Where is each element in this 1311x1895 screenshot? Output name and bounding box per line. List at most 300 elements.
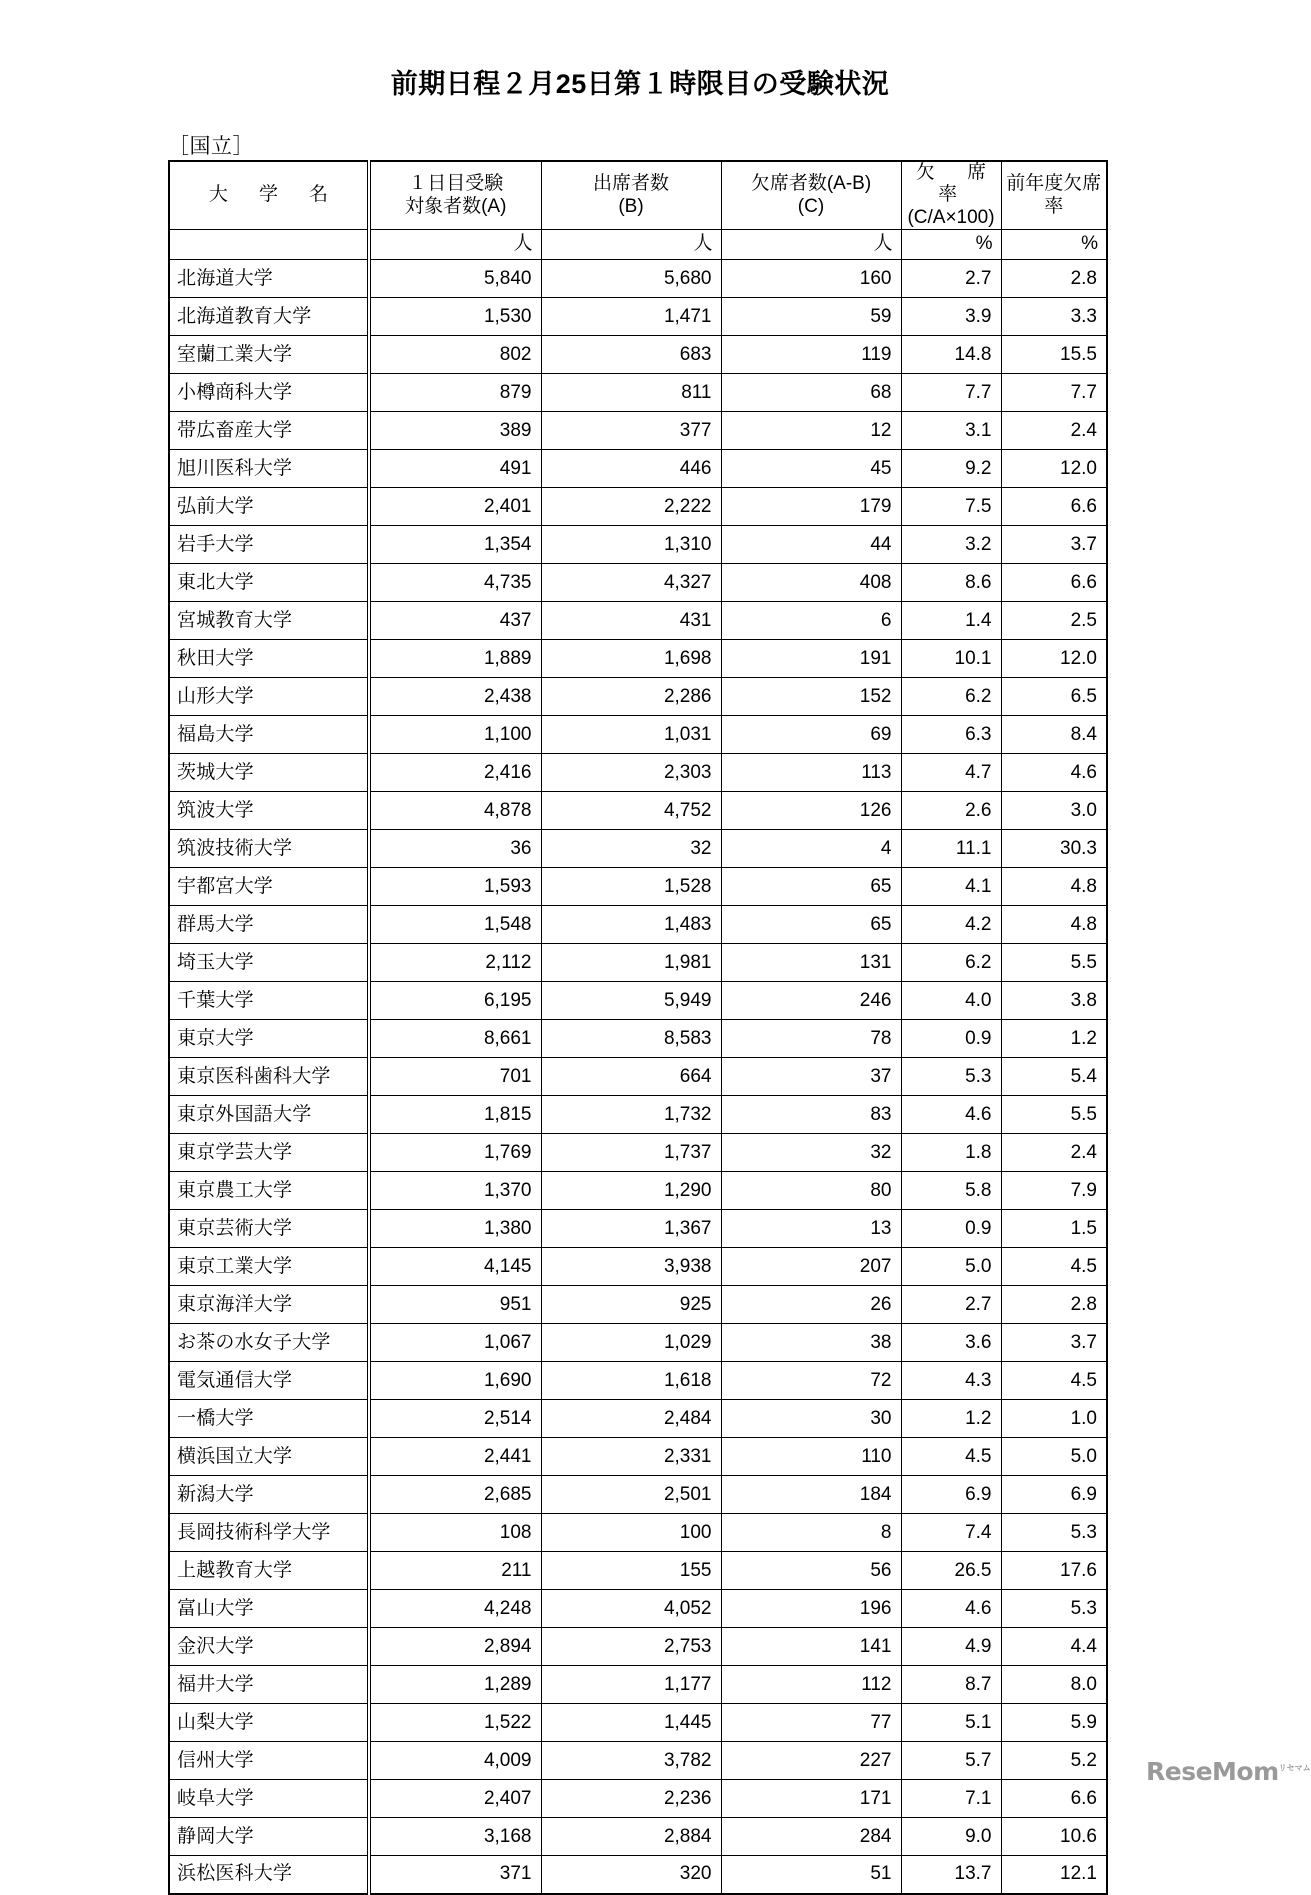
watermark-superscript: リセマム: [1278, 1763, 1311, 1773]
cell-day1-target-count: 951: [369, 1286, 541, 1324]
cell-absence-rate: 2.6: [901, 792, 1001, 830]
cell-attendees-count: 1,290: [541, 1172, 721, 1210]
cell-university-name: 東京外国語大学: [169, 1096, 369, 1134]
cell-day1-target-count: 1,370: [369, 1172, 541, 1210]
table-row: [169, 640, 1107, 678]
cell-previous-year-rate: 12.1: [1001, 1856, 1107, 1894]
cell-university-name: 静岡大学: [169, 1818, 369, 1856]
cell-absentees-count: 171: [721, 1780, 901, 1818]
cell-university-name: 電気通信大学: [169, 1362, 369, 1400]
cell-university-name: 山形大学: [169, 678, 369, 716]
column-header-previous-year-absence-rate: 前年度欠席率: [1001, 161, 1107, 230]
cell-attendees-count: 1,981: [541, 944, 721, 982]
cell-absentees-count: 6: [721, 602, 901, 640]
cell-attendees-count: 155: [541, 1552, 721, 1590]
cell-previous-year-rate: 3.8: [1001, 982, 1107, 1020]
cell-previous-year-rate: 5.4: [1001, 1058, 1107, 1096]
cell-previous-year-rate: 2.4: [1001, 412, 1107, 450]
cell-attendees-count: 2,303: [541, 754, 721, 792]
cell-absentees-count: 38: [721, 1324, 901, 1362]
attendance-statistics-table: [168, 160, 1108, 1895]
cell-day1-target-count: 1,815: [369, 1096, 541, 1134]
cell-absentees-count: 160: [721, 260, 901, 298]
cell-absentees-count: 126: [721, 792, 901, 830]
cell-absentees-count: 113: [721, 754, 901, 792]
cell-attendees-count: 2,222: [541, 488, 721, 526]
cell-university-name: 北海道教育大学: [169, 298, 369, 336]
cell-attendees-count: 2,753: [541, 1628, 721, 1666]
cell-attendees-count: 1,737: [541, 1134, 721, 1172]
cell-absence-rate: 6.2: [901, 678, 1001, 716]
table-row: [169, 1818, 1107, 1856]
cell-day1-target-count: 879: [369, 374, 541, 412]
cell-attendees-count: 811: [541, 374, 721, 412]
table-row: [169, 1020, 1107, 1058]
table-row: [169, 1552, 1107, 1590]
cell-university-name: 東京工業大学: [169, 1248, 369, 1286]
cell-absentees-count: 408: [721, 564, 901, 602]
cell-previous-year-rate: 2.4: [1001, 1134, 1107, 1172]
cell-university-name: 弘前大学: [169, 488, 369, 526]
table-row: [169, 564, 1107, 602]
header-line-2: (C): [797, 195, 825, 217]
cell-previous-year-rate: 4.5: [1001, 1248, 1107, 1286]
cell-absence-rate: 8.7: [901, 1666, 1001, 1704]
cell-previous-year-rate: 6.6: [1001, 1780, 1107, 1818]
table-row: [169, 298, 1107, 336]
cell-previous-year-rate: 3.0: [1001, 792, 1107, 830]
header-line-1: 出席者数: [592, 173, 669, 195]
attendance-table-container: [168, 160, 1106, 1895]
cell-absence-rate: 5.0: [901, 1248, 1001, 1286]
cell-university-name: 宇都宮大学: [169, 868, 369, 906]
table-row: [169, 1590, 1107, 1628]
table-row: [169, 412, 1107, 450]
cell-absence-rate: 10.1: [901, 640, 1001, 678]
cell-absentees-count: 8: [721, 1514, 901, 1552]
cell-previous-year-rate: 1.5: [1001, 1210, 1107, 1248]
cell-day1-target-count: 6,195: [369, 982, 541, 1020]
cell-university-name: 東京農工大学: [169, 1172, 369, 1210]
table-row: [169, 1476, 1107, 1514]
cell-day1-target-count: 437: [369, 602, 541, 640]
cell-previous-year-rate: 3.7: [1001, 1324, 1107, 1362]
table-row: [169, 944, 1107, 982]
cell-attendees-count: 431: [541, 602, 721, 640]
cell-previous-year-rate: 5.5: [1001, 944, 1107, 982]
cell-day1-target-count: 1,289: [369, 1666, 541, 1704]
cell-absentees-count: 44: [721, 526, 901, 564]
cell-day1-target-count: 108: [369, 1514, 541, 1552]
cell-previous-year-rate: 4.5: [1001, 1362, 1107, 1400]
cell-absentees-count: 59: [721, 298, 901, 336]
cell-university-name: 新潟大学: [169, 1476, 369, 1514]
cell-attendees-count: 100: [541, 1514, 721, 1552]
cell-previous-year-rate: 7.9: [1001, 1172, 1107, 1210]
cell-day1-target-count: 2,685: [369, 1476, 541, 1514]
cell-previous-year-rate: 5.3: [1001, 1590, 1107, 1628]
cell-absence-rate: 4.3: [901, 1362, 1001, 1400]
cell-absence-rate: 2.7: [901, 260, 1001, 298]
cell-attendees-count: 1,618: [541, 1362, 721, 1400]
cell-university-name: 福井大学: [169, 1666, 369, 1704]
cell-absence-rate: 0.9: [901, 1020, 1001, 1058]
table-row: [169, 602, 1107, 640]
cell-day1-target-count: 8,661: [369, 1020, 541, 1058]
cell-university-name: 上越教育大学: [169, 1552, 369, 1590]
page-title: 前期日程２月25日第１時限目の受験状況: [390, 69, 890, 99]
unit-cell-prev: %: [1001, 230, 1107, 260]
cell-day1-target-count: 2,514: [369, 1400, 541, 1438]
table-row: [169, 1742, 1107, 1780]
cell-absentees-count: 13: [721, 1210, 901, 1248]
cell-attendees-count: 1,310: [541, 526, 721, 564]
cell-university-name: 筑波技術大学: [169, 830, 369, 868]
cell-university-name: 埼玉大学: [169, 944, 369, 982]
cell-absence-rate: 6.2: [901, 944, 1001, 982]
watermark-text: ReseMom: [1146, 1757, 1279, 1786]
cell-absence-rate: 5.8: [901, 1172, 1001, 1210]
cell-day1-target-count: 2,894: [369, 1628, 541, 1666]
cell-attendees-count: 2,286: [541, 678, 721, 716]
cell-day1-target-count: 4,735: [369, 564, 541, 602]
table-row: [169, 1704, 1107, 1742]
cell-day1-target-count: 1,593: [369, 868, 541, 906]
table-row: [169, 1286, 1107, 1324]
cell-university-name: 山梨大学: [169, 1704, 369, 1742]
cell-absentees-count: 112: [721, 1666, 901, 1704]
cell-absence-rate: 14.8: [901, 336, 1001, 374]
cell-absentees-count: 12: [721, 412, 901, 450]
cell-attendees-count: 8,583: [541, 1020, 721, 1058]
cell-attendees-count: 3,782: [541, 1742, 721, 1780]
table-row: [169, 1856, 1107, 1894]
table-row: [169, 526, 1107, 564]
table-row: [169, 1096, 1107, 1134]
cell-previous-year-rate: 6.6: [1001, 564, 1107, 602]
cell-day1-target-count: 2,407: [369, 1780, 541, 1818]
cell-previous-year-rate: 1.0: [1001, 1400, 1107, 1438]
cell-day1-target-count: 2,416: [369, 754, 541, 792]
cell-previous-year-rate: 10.6: [1001, 1818, 1107, 1856]
unit-row: [169, 230, 1107, 260]
table-row: [169, 868, 1107, 906]
cell-absence-rate: 7.5: [901, 488, 1001, 526]
cell-previous-year-rate: 6.9: [1001, 1476, 1107, 1514]
cell-university-name: 宮城教育大学: [169, 602, 369, 640]
header-line-2: (B): [618, 195, 644, 217]
cell-absence-rate: 4.2: [901, 906, 1001, 944]
cell-absence-rate: 9.2: [901, 450, 1001, 488]
table-row: [169, 1400, 1107, 1438]
cell-day1-target-count: 1,548: [369, 906, 541, 944]
cell-university-name: 室蘭工業大学: [169, 336, 369, 374]
table-header: [169, 161, 1107, 230]
cell-previous-year-rate: 2.8: [1001, 1286, 1107, 1324]
cell-absentees-count: 131: [721, 944, 901, 982]
cell-university-name: 浜松医科大学: [169, 1856, 369, 1894]
cell-day1-target-count: 4,009: [369, 1742, 541, 1780]
cell-absentees-count: 72: [721, 1362, 901, 1400]
cell-previous-year-rate: 5.2: [1001, 1742, 1107, 1780]
cell-attendees-count: 4,327: [541, 564, 721, 602]
cell-previous-year-rate: 5.3: [1001, 1514, 1107, 1552]
cell-absentees-count: 284: [721, 1818, 901, 1856]
cell-absence-rate: 3.9: [901, 298, 1001, 336]
cell-university-name: 横浜国立大学: [169, 1438, 369, 1476]
cell-absence-rate: 4.0: [901, 982, 1001, 1020]
cell-attendees-count: 5,680: [541, 260, 721, 298]
header-line-2: (C/A×100): [907, 206, 995, 228]
cell-absentees-count: 26: [721, 1286, 901, 1324]
cell-attendees-count: 3,938: [541, 1248, 721, 1286]
cell-day1-target-count: 701: [369, 1058, 541, 1096]
cell-absence-rate: 7.7: [901, 374, 1001, 412]
table-row: [169, 1210, 1107, 1248]
column-header-absence-rate: [901, 161, 1019, 230]
cell-previous-year-rate: 15.5: [1001, 336, 1107, 374]
cell-university-name: 金沢大学: [169, 1628, 369, 1666]
column-header-university-name: 大 学 名: [169, 161, 369, 230]
cell-day1-target-count: 371: [369, 1856, 541, 1894]
cell-absentees-count: 77: [721, 1704, 901, 1742]
cell-absentees-count: 65: [721, 868, 901, 906]
cell-university-name: 一橋大学: [169, 1400, 369, 1438]
table-row: [169, 488, 1107, 526]
cell-attendees-count: 2,236: [541, 1780, 721, 1818]
table-row: [169, 450, 1107, 488]
cell-university-name: 岐阜大学: [169, 1780, 369, 1818]
cell-absence-rate: 1.2: [901, 1400, 1001, 1438]
cell-attendees-count: 377: [541, 412, 721, 450]
cell-previous-year-rate: 6.5: [1001, 678, 1107, 716]
cell-university-name: 福島大学: [169, 716, 369, 754]
cell-attendees-count: 2,501: [541, 1476, 721, 1514]
cell-day1-target-count: 5,840: [369, 260, 541, 298]
section-label-national: ［国立］: [168, 135, 254, 158]
cell-absence-rate: 5.3: [901, 1058, 1001, 1096]
cell-previous-year-rate: 2.8: [1001, 260, 1107, 298]
cell-absentees-count: 78: [721, 1020, 901, 1058]
cell-day1-target-count: 1,067: [369, 1324, 541, 1362]
cell-absentees-count: 30: [721, 1400, 901, 1438]
cell-absentees-count: 152: [721, 678, 901, 716]
cell-day1-target-count: 2,112: [369, 944, 541, 982]
cell-absence-rate: 6.3: [901, 716, 1001, 754]
cell-day1-target-count: 802: [369, 336, 541, 374]
cell-previous-year-rate: 5.5: [1001, 1096, 1107, 1134]
table-row: [169, 1514, 1107, 1552]
cell-absentees-count: 4: [721, 830, 901, 868]
cell-previous-year-rate: 5.0: [1001, 1438, 1107, 1476]
unit-cell-name: [169, 230, 369, 260]
cell-attendees-count: 1,732: [541, 1096, 721, 1134]
cell-day1-target-count: 1,769: [369, 1134, 541, 1172]
cell-previous-year-rate: 3.7: [1001, 526, 1107, 564]
header-line-1: 欠席者数(A-B): [750, 173, 872, 195]
cell-attendees-count: 1,483: [541, 906, 721, 944]
cell-university-name: 長岡技術科学大学: [169, 1514, 369, 1552]
cell-previous-year-rate: 1.2: [1001, 1020, 1107, 1058]
table-row: [169, 1780, 1107, 1818]
cell-day1-target-count: 1,530: [369, 298, 541, 336]
cell-absentees-count: 69: [721, 716, 901, 754]
cell-university-name: 東京大学: [169, 1020, 369, 1058]
cell-previous-year-rate: 2.5: [1001, 602, 1107, 640]
cell-absentees-count: 32: [721, 1134, 901, 1172]
unit-cell-c: 人: [721, 230, 901, 260]
column-header-absentees-count: [721, 161, 901, 230]
cell-attendees-count: 1,445: [541, 1704, 721, 1742]
cell-university-name: 小樽商科大学: [169, 374, 369, 412]
cell-university-name: 東京学芸大学: [169, 1134, 369, 1172]
table-row: [169, 1324, 1107, 1362]
cell-absentees-count: 119: [721, 336, 901, 374]
cell-previous-year-rate: 12.0: [1001, 450, 1107, 488]
cell-absentees-count: 51: [721, 1856, 901, 1894]
cell-previous-year-rate: 4.8: [1001, 868, 1107, 906]
table-row: [169, 1058, 1107, 1096]
cell-attendees-count: 4,752: [541, 792, 721, 830]
cell-attendees-count: 1,367: [541, 1210, 721, 1248]
table-row: [169, 754, 1107, 792]
cell-absentees-count: 68: [721, 374, 901, 412]
cell-previous-year-rate: 3.3: [1001, 298, 1107, 336]
cell-absence-rate: 5.7: [901, 1742, 1001, 1780]
cell-absentees-count: 45: [721, 450, 901, 488]
cell-attendees-count: 446: [541, 450, 721, 488]
cell-attendees-count: 2,484: [541, 1400, 721, 1438]
cell-absentees-count: 80: [721, 1172, 901, 1210]
table-row: [169, 906, 1107, 944]
cell-attendees-count: 320: [541, 1856, 721, 1894]
cell-absence-rate: 11.1: [901, 830, 1001, 868]
cell-attendees-count: 5,949: [541, 982, 721, 1020]
cell-attendees-count: 2,884: [541, 1818, 721, 1856]
cell-absence-rate: 1.4: [901, 602, 1001, 640]
cell-university-name: 東京芸術大学: [169, 1210, 369, 1248]
cell-absence-rate: 8.6: [901, 564, 1001, 602]
cell-previous-year-rate: 17.6: [1001, 1552, 1107, 1590]
cell-absence-rate: 4.5: [901, 1438, 1001, 1476]
cell-attendees-count: 2,331: [541, 1438, 721, 1476]
cell-absence-rate: 0.9: [901, 1210, 1001, 1248]
cell-absentees-count: 246: [721, 982, 901, 1020]
cell-absentees-count: 227: [721, 1742, 901, 1780]
cell-university-name: 富山大学: [169, 1590, 369, 1628]
table-row: [169, 1438, 1107, 1476]
header-row: [169, 161, 1107, 230]
cell-university-name: 北海道大学: [169, 260, 369, 298]
cell-absence-rate: 4.7: [901, 754, 1001, 792]
cell-university-name: お茶の水女子大学: [169, 1324, 369, 1362]
cell-day1-target-count: 1,690: [369, 1362, 541, 1400]
cell-absentees-count: 196: [721, 1590, 901, 1628]
cell-attendees-count: 925: [541, 1286, 721, 1324]
cell-previous-year-rate: 8.4: [1001, 716, 1107, 754]
cell-previous-year-rate: 4.6: [1001, 754, 1107, 792]
table-row: [169, 1172, 1107, 1210]
cell-university-name: 群馬大学: [169, 906, 369, 944]
cell-absence-rate: 5.1: [901, 1704, 1001, 1742]
cell-day1-target-count: 4,145: [369, 1248, 541, 1286]
cell-previous-year-rate: 6.6: [1001, 488, 1107, 526]
cell-attendees-count: 683: [541, 336, 721, 374]
cell-day1-target-count: 1,889: [369, 640, 541, 678]
table-row: [169, 716, 1107, 754]
cell-absentees-count: 179: [721, 488, 901, 526]
cell-attendees-count: 1,177: [541, 1666, 721, 1704]
cell-absence-rate: 3.2: [901, 526, 1001, 564]
cell-previous-year-rate: 7.7: [1001, 374, 1107, 412]
unit-cell-a: 人: [369, 230, 541, 260]
cell-university-name: 帯広畜産大学: [169, 412, 369, 450]
cell-absence-rate: 4.6: [901, 1590, 1001, 1628]
cell-university-name: 茨城大学: [169, 754, 369, 792]
cell-university-name: 千葉大学: [169, 982, 369, 1020]
table-row: [169, 260, 1107, 298]
cell-absentees-count: 56: [721, 1552, 901, 1590]
unit-cell-b: 人: [541, 230, 721, 260]
cell-day1-target-count: 1,100: [369, 716, 541, 754]
table-row: [169, 1628, 1107, 1666]
cell-day1-target-count: 4,878: [369, 792, 541, 830]
column-header-attendees-count: [541, 161, 721, 230]
cell-absentees-count: 184: [721, 1476, 901, 1514]
header-line-1: 欠 席 率: [915, 162, 1019, 206]
cell-absence-rate: 26.5: [901, 1552, 1001, 1590]
cell-university-name: 秋田大学: [169, 640, 369, 678]
table-row: [169, 982, 1107, 1020]
cell-absence-rate: 13.7: [901, 1856, 1001, 1894]
cell-absentees-count: 110: [721, 1438, 901, 1476]
cell-attendees-count: 1,031: [541, 716, 721, 754]
cell-previous-year-rate: 30.3: [1001, 830, 1107, 868]
cell-absentees-count: 207: [721, 1248, 901, 1286]
cell-absentees-count: 37: [721, 1058, 901, 1096]
cell-absence-rate: 2.7: [901, 1286, 1001, 1324]
table-row: [169, 830, 1107, 868]
cell-attendees-count: 4,052: [541, 1590, 721, 1628]
column-header-day1-target-count: [369, 161, 541, 230]
table-row: [169, 1248, 1107, 1286]
cell-day1-target-count: 4,248: [369, 1590, 541, 1628]
cell-absentees-count: 83: [721, 1096, 901, 1134]
cell-day1-target-count: 211: [369, 1552, 541, 1590]
header-line-2: 対象者数(A): [405, 195, 507, 217]
cell-previous-year-rate: 8.0: [1001, 1666, 1107, 1704]
table-row: [169, 1362, 1107, 1400]
cell-day1-target-count: 36: [369, 830, 541, 868]
cell-absence-rate: 4.1: [901, 868, 1001, 906]
table-row: [169, 792, 1107, 830]
cell-attendees-count: 1,471: [541, 298, 721, 336]
cell-absence-rate: 7.1: [901, 1780, 1001, 1818]
cell-absence-rate: 4.9: [901, 1628, 1001, 1666]
cell-absentees-count: 141: [721, 1628, 901, 1666]
cell-university-name: 東北大学: [169, 564, 369, 602]
cell-day1-target-count: 3,168: [369, 1818, 541, 1856]
cell-day1-target-count: 2,438: [369, 678, 541, 716]
cell-day1-target-count: 1,354: [369, 526, 541, 564]
cell-attendees-count: 1,698: [541, 640, 721, 678]
cell-absence-rate: 6.9: [901, 1476, 1001, 1514]
cell-attendees-count: 32: [541, 830, 721, 868]
resemom-watermark: [1146, 1757, 1311, 1786]
cell-university-name: 東京医科歯科大学: [169, 1058, 369, 1096]
cell-previous-year-rate: 4.4: [1001, 1628, 1107, 1666]
cell-absence-rate: 7.4: [901, 1514, 1001, 1552]
